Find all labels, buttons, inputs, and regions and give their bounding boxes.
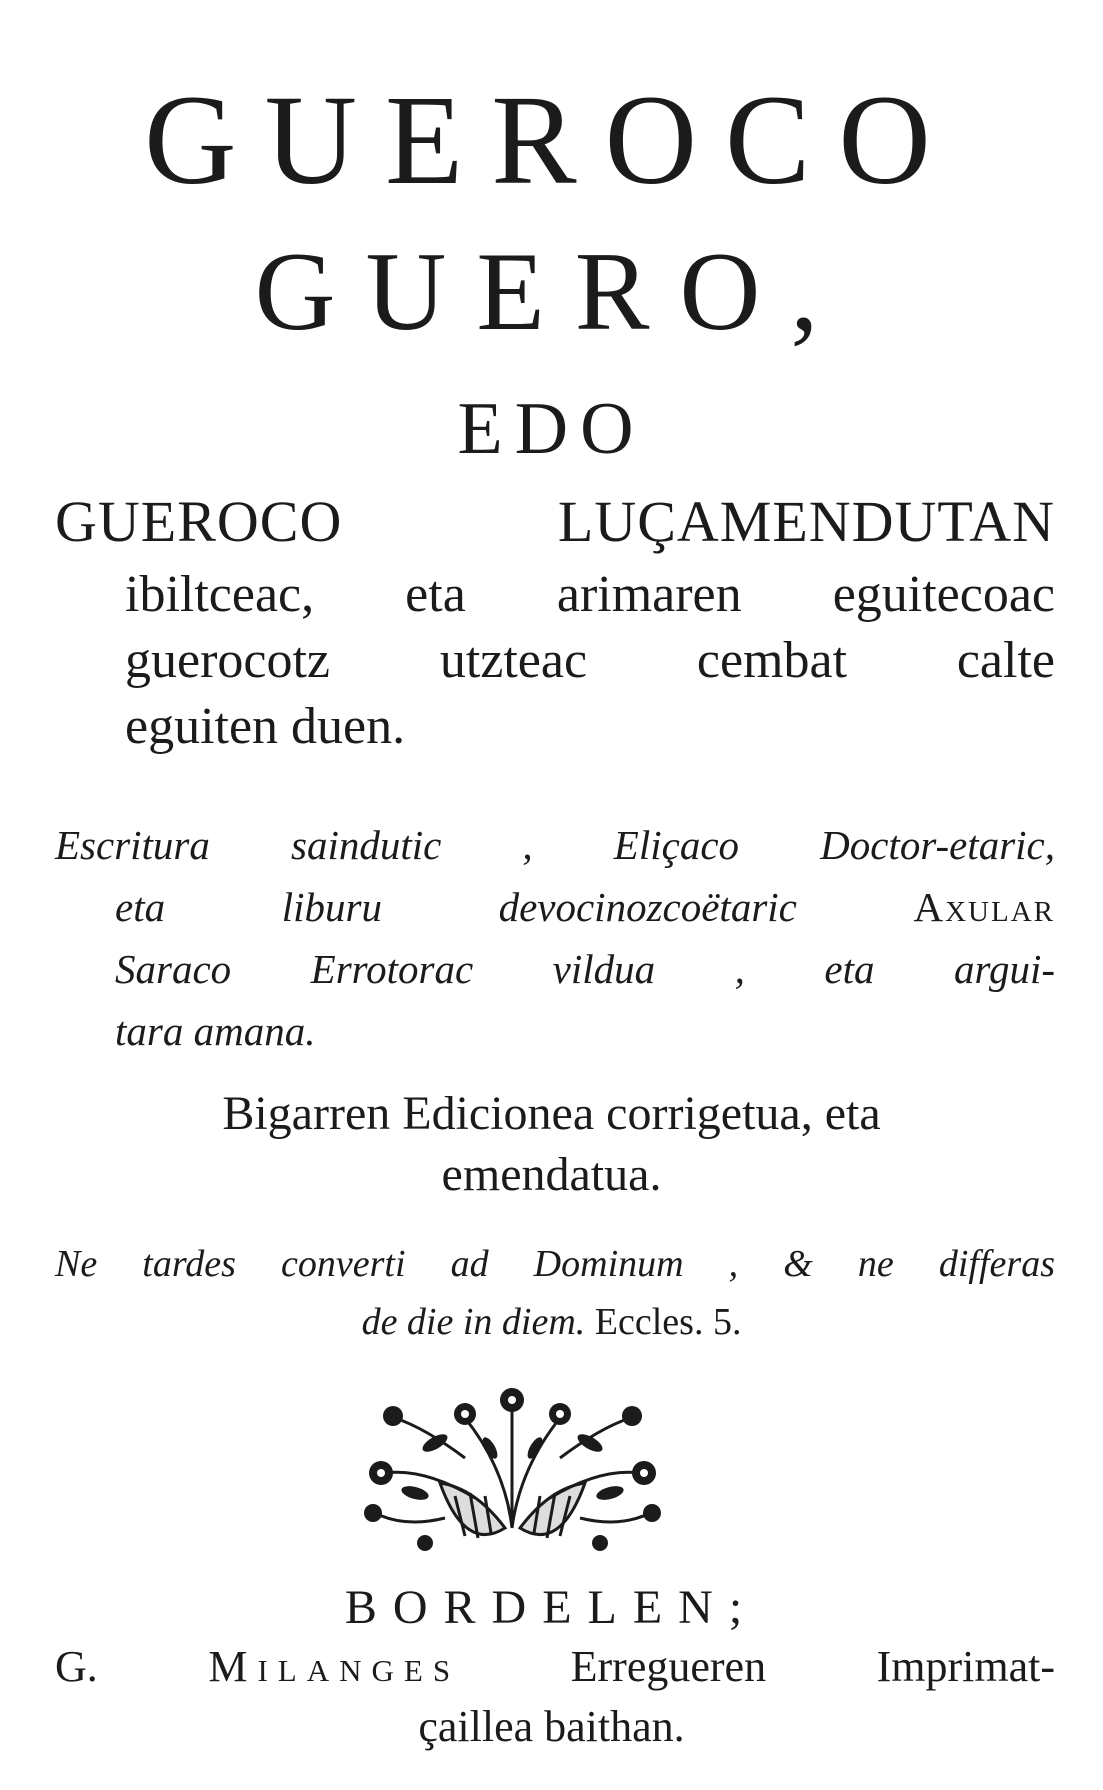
quote-line-1: Ne tardes converti ad Dominum , & ne differas: [55, 1243, 1055, 1285]
authorship-line-2-text: eta liburu devocinozcoëtaric: [115, 884, 797, 930]
floral-basket-ornament-icon: [345, 1378, 680, 1553]
quote-reference: Eccles. 5.: [594, 1301, 742, 1343]
quote-line-2-italic: de die in diem.: [361, 1301, 586, 1343]
authorship-line-2: [115, 882, 1055, 932]
quote-line-2: [0, 1298, 1103, 1346]
subtitle-line-1: ibiltceac, eta arimaren eguitecoac: [125, 566, 1055, 623]
edition-line-1: Bigarren Edicionea corrigetua, eta: [222, 1087, 881, 1140]
printer-initial: G.: [55, 1642, 98, 1691]
title-line-1: GUEROCO: [144, 69, 959, 211]
printer-name: Milanges: [208, 1642, 461, 1691]
title-line-2: GUERO,: [254, 230, 849, 354]
imprint-place: BORDELEN;: [344, 1581, 759, 1634]
authorship-line-4: tara amana.: [115, 1008, 316, 1054]
title-line-3: EDO: [457, 388, 646, 470]
imprint-printer-line: [55, 1640, 1055, 1694]
subtitle-line-2: guerocotz utzteac cembat calte: [125, 632, 1055, 689]
subtitle-line-3: eguiten duen.: [125, 698, 406, 755]
subtitle-heading: GUEROCO LUÇAMENDUTAN: [55, 489, 1055, 554]
authorship-line-1: Escritura saindutic , Eliçaco Doctor-etaric,: [55, 822, 1055, 868]
imprint-line-3: çaillea baithan.: [418, 1702, 685, 1751]
printer-title: Erregueren Imprimat-: [570, 1642, 1056, 1691]
edition-line-2: emendatua.: [441, 1148, 662, 1201]
author-name: Axular: [913, 884, 1055, 930]
authorship-line-3: Saraco Errotorac vildua , eta argui-: [115, 946, 1055, 992]
